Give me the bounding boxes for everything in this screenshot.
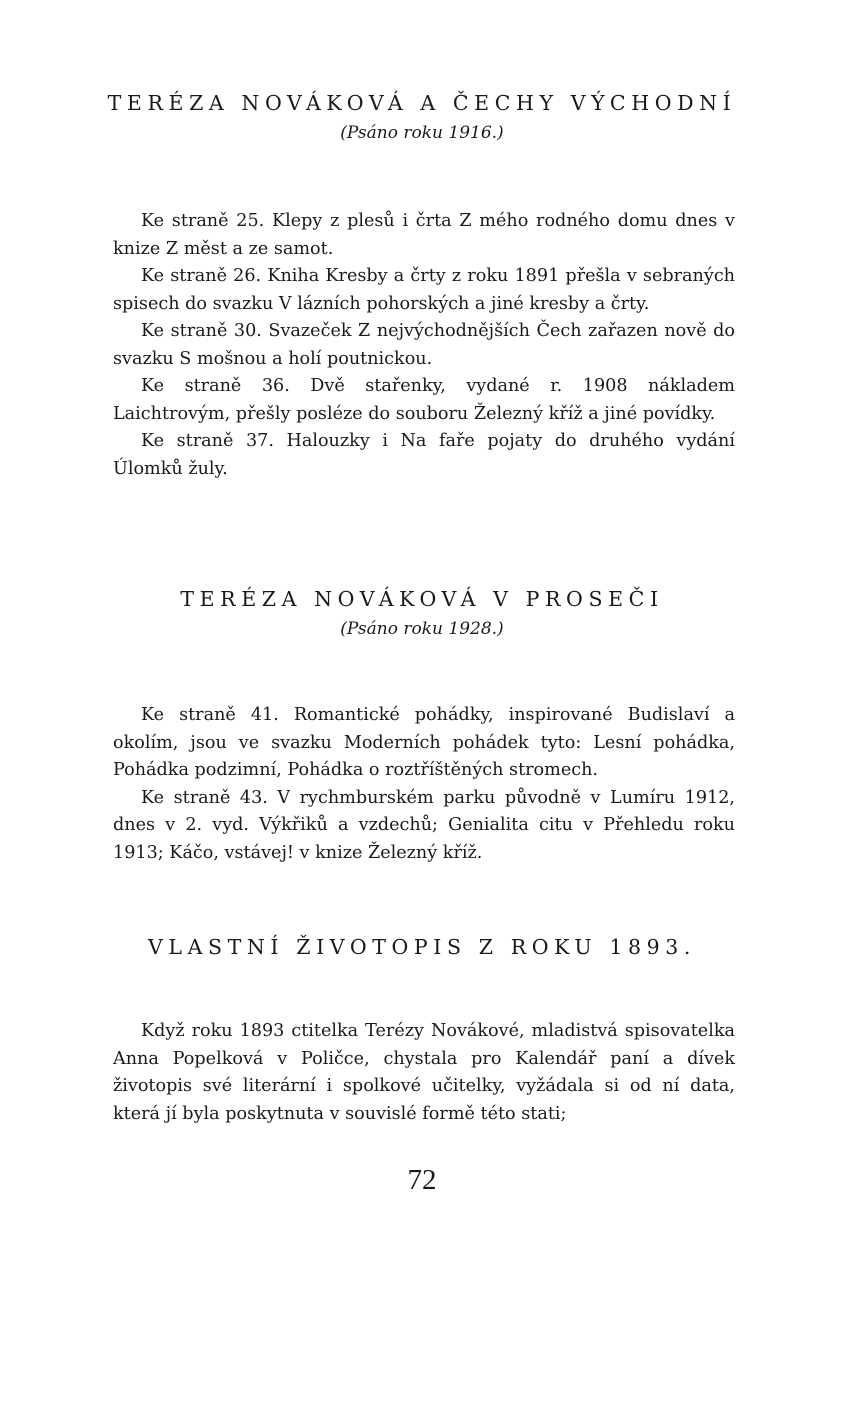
section-cechy-vychodni [0,90,844,144]
page-number: 72 [407,1164,437,1196]
section-heading: TERÉZA NOVÁKOVÁ V PROSEČI [180,587,664,611]
section-vlastni-zivotopis [0,934,844,960]
paragraph: Ke straně 25. Klepy z plesů i črta Z mého rodného domu dnes v knize Z měst a ze samot. [113,211,735,259]
paragraph: Ke straně 36. Dvě stařenky, vydané r. 1908 nákladem Laichtrovým, přešly posléze do souboru Železný kříž a jiné povídky. [113,376,735,424]
section-body [113,208,735,483]
paragraph: Ke straně 43. V rychmburském parku původně v Lumíru 1912, dnes v 2. vyd. Výkřiků a vzdechů; Genialita citu v Přehledu roku 1913; Káčo, vstávej! v knize Železný kříž. [113,787,735,863]
section-body [113,1018,735,1128]
paragraph: Když roku 1893 ctitelka Terézy Novákové, mladistvá spisovatelka Anna Popelková v Poličce, chystala pro Kalendář paní a dívek životopis své literární i spolkové učitelky, vyžádala si od ní data, která jí byla poskytnuta v souvislé formě této stati; [113,1021,735,1124]
paragraph: Ke straně 41. Romantické pohádky, inspirované Budislaví a okolím, jsou ve svazku Moderních pohádek tyto: Lesní pohádka, Pohádka podzimní, Pohádka o roztříštěných stromech. [113,705,735,780]
section-v-proseci [0,586,844,640]
paragraph: Ke straně 30. Svazeček Z nejvýchodnějších Čech zařazen nově do svazku S mošnou a holí poutnickou. [113,321,735,369]
section-date: (Psáno roku 1928.) [340,619,504,639]
paragraph: Ke straně 37. Halouzky i Na faře pojaty do druhého vydání Úlomků žuly. [113,431,735,479]
section-date: (Psáno roku 1916.) [340,123,504,143]
section-heading: TERÉZA NOVÁKOVÁ A ČECHY VÝCHODNÍ [107,91,737,115]
section-heading: VLASTNÍ ŽIVOTOPIS Z ROKU 1893. [147,935,697,959]
section-body [113,702,735,867]
paragraph: Ke straně 26. Kniha Kresby a črty z roku 1891 přešla v sebraných spisech do svazku V lázních pohorských a jiné kresby a črty. [113,266,735,314]
